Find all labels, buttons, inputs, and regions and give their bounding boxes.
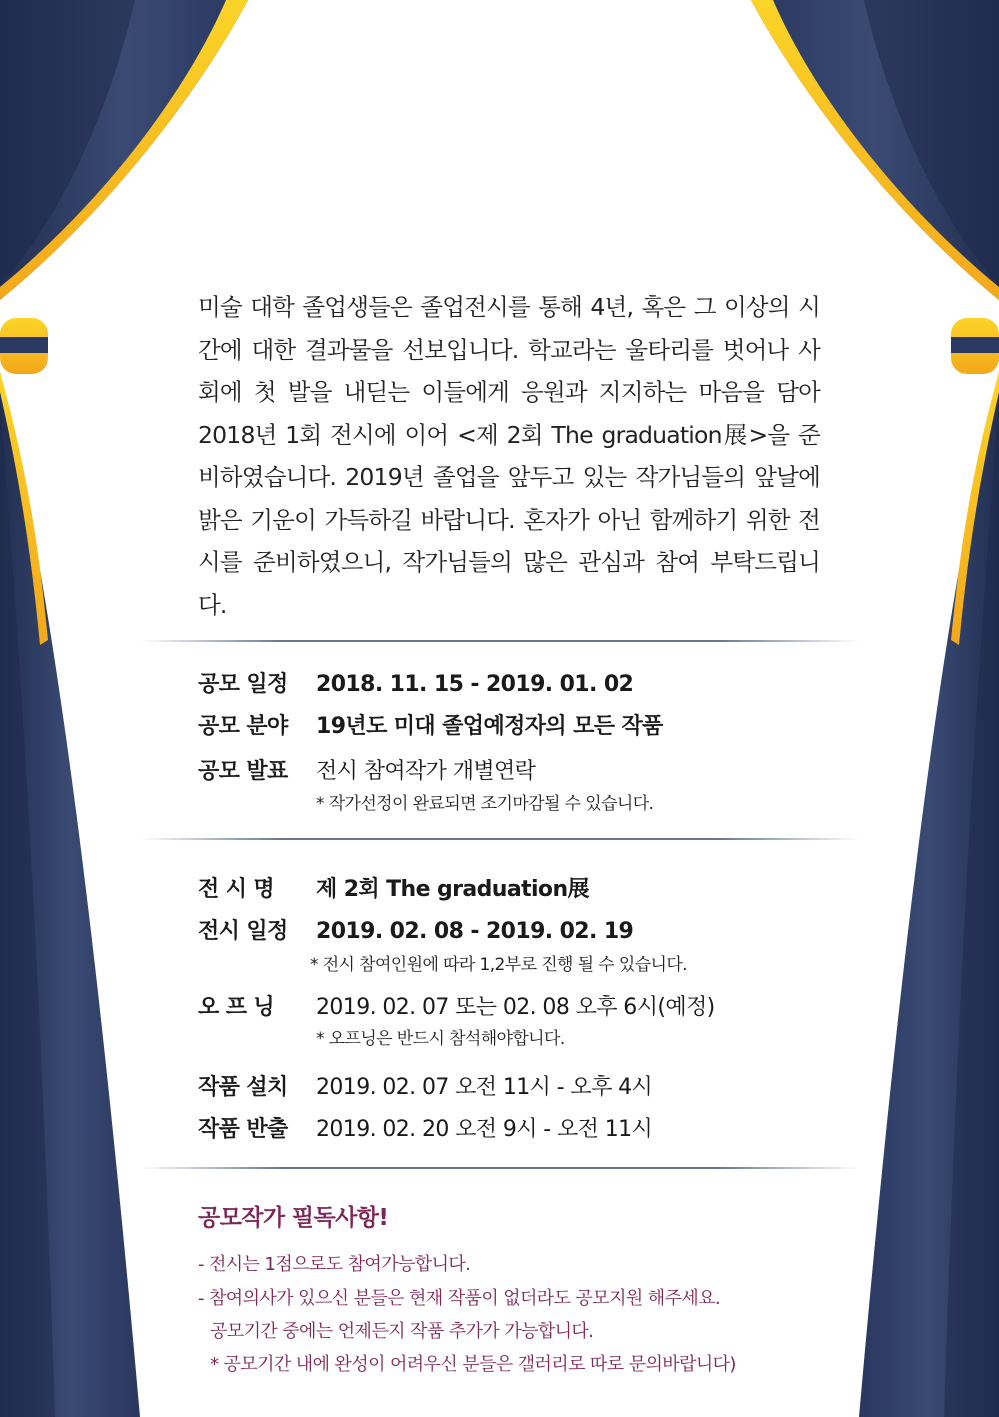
recruit-announce-label: 공모 발표 (198, 759, 288, 784)
recruit-announce-value: 전시 참여작가 개별연락 (316, 759, 536, 784)
requirement-line: - 전시는 1점으로도 참여가능합니다. (198, 1254, 471, 1275)
divider-bottom (140, 1167, 860, 1169)
divider-top (140, 640, 860, 642)
recruit-schedule-value: 2018. 11. 15 - 2019. 01. 02 (316, 672, 634, 697)
exhibition-opening-note: * 오프닝은 반드시 참석해야합니다. (316, 1029, 565, 1049)
divider-middle (140, 838, 860, 840)
exhibition-opening-label: 오 프 닝 (198, 995, 275, 1020)
exhibition-name-row (198, 872, 589, 903)
exhibition-opening-value: 2019. 02. 07 또는 02. 08 오후 6시(예정) (316, 995, 715, 1020)
intro-paragraph: 미술 대학 졸업생들은 졸업전시를 통해 4년, 혹은 그 이상의 시간에 대한 결과물을 선보입니다. 학교라는 울타리를 벗어나 사회에 첫 발을 내딛는 이들에게 응원과 지지하는 마음을 담아 2018년 1회 전시에 이어 <제 2회 The graduation展>을 준비하였습니다. 2019년 졸업을 앞두고 있는 작가님들의 앞날에 밝은 기운이 가득하길 바랍니다. 혼자가 아닌 함께하기 위한 전시를 준비하였으니, 작가님들의 많은 관심과 참여 부탁드립니다. (198, 293, 820, 619)
exhibition-removal-value: 2019. 02. 20 오전 9시 - 오전 11시 (316, 1117, 653, 1142)
recruit-field-row (198, 709, 663, 740)
recruit-announce-note: * 작가선정이 완료되면 조기마감될 수 있습니다. (316, 794, 654, 814)
exhibition-name-label: 전 시 명 (198, 877, 275, 902)
requirement-line: - 참여의사가 있으신 분들은 현재 작품이 없더라도 공모지원 해주세요. (198, 1288, 721, 1309)
requirement-line: * 공모기간 내에 완성이 어려우신 분들은 갤러리로 따로 문의바랍니다) (210, 1354, 736, 1375)
exhibition-dates-value: 2019. 02. 08 - 2019. 02. 19 (316, 919, 634, 944)
exhibition-removal-label: 작품 반출 (198, 1117, 288, 1142)
exhibition-install-value: 2019. 02. 07 오전 11시 - 오후 4시 (316, 1075, 653, 1100)
recruit-field-label: 공모 분야 (198, 714, 288, 739)
exhibition-install-row (198, 1070, 652, 1101)
recruit-field-value: 19년도 미대 졸업예정자의 모든 작품 (316, 714, 663, 739)
exhibition-dates-note: * 전시 참여인원에 따라 1,2부로 진행 될 수 있습니다. (310, 955, 687, 975)
requirement-line: 공모기간 중에는 언제든지 작품 추가가 가능합니다. (210, 1321, 594, 1342)
exhibition-removal-row (198, 1112, 652, 1143)
recruit-announce-row (198, 754, 535, 785)
recruit-schedule-label: 공모 일정 (198, 672, 288, 697)
exhibition-dates-row (198, 914, 633, 945)
recruit-schedule-row (198, 667, 633, 698)
exhibition-opening-row (198, 990, 715, 1021)
exhibition-name-value: 제 2회 The graduation展 (316, 877, 589, 902)
requirements-title: 공모작가 필독사항! (198, 1205, 389, 1231)
exhibition-install-label: 작품 설치 (198, 1075, 288, 1100)
exhibition-dates-label: 전시 일정 (198, 919, 288, 944)
